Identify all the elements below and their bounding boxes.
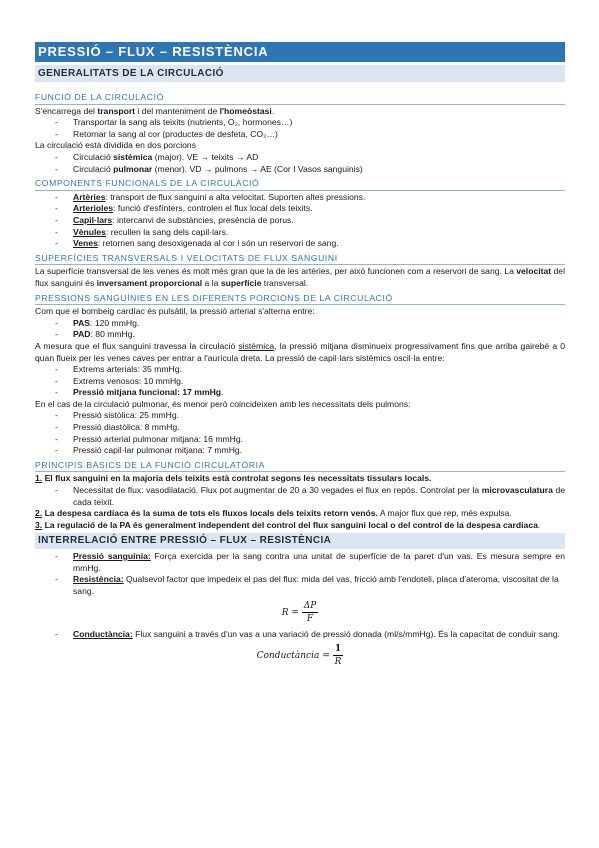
- list-item: - Venes: retornen sang desoxigenada al cor i són un reservori de sang.: [35, 238, 565, 250]
- subheading-components: COMPONENTS FUNCIONALS DE LA CIRCULACIÓ: [35, 178, 565, 191]
- list-components: [35, 192, 565, 250]
- list-interrelacio: [35, 551, 565, 597]
- list-capillars: [35, 364, 565, 399]
- principle-2: 2. La despesa cardíaca és la suma de tots els fluxos locals dels teixits retorn venós. A major flux que rep, més expulsa.: [35, 508, 512, 519]
- list-item: - Arterioles: funció d'esfínters, controlen el flux local dels teixits.: [35, 203, 565, 215]
- formula-conductancia: Conductància = $\frac{1}{R}$: [256, 644, 342, 668]
- list-item: - Extrems arterials: 35 mmHg.: [35, 364, 565, 376]
- list-item: - Retornar la sang al cor (productes de desfeta, CO₂…): [35, 129, 565, 141]
- list-pulmonar: [35, 410, 565, 456]
- list-item: - Transportar la sang als teixits (nutrients, O₂, hormones…): [35, 117, 565, 129]
- paragraph-superficies: La superfície transversal de les venes és molt més gran que la de les artèries, per això funcionen com a reservori de sang. La velocitat del flux sanguini és inversament proporcional a la superfície transversal.: [35, 266, 565, 288]
- list-item-resistencia: - Resistència: Qualsevol factor que impedeix el pas del flux: mida del vas, fricció amb l'endoteli, placa d'ateroma, viscositat de la sang.: [35, 574, 565, 597]
- list-item: - PAD: 80 mmHg.: [35, 329, 565, 341]
- list-item: - Circulació sistèmica (major). VE → teixits → AD: [35, 152, 565, 164]
- list-item-pressio: - Pressió sanguínia: Força exercida per la sang contra una unitat de superfície de la paret d'un vas. Es mesura sempre en mmHg.: [35, 551, 565, 574]
- list-funcio: [35, 117, 565, 140]
- list-conductancia: [35, 629, 565, 641]
- formula-resistencia: R = $\frac{\Delta P}{F}$: [281, 601, 317, 625]
- paragraph-porcions: La circulació està dividida en dos porcions: [35, 140, 196, 151]
- principle-1: 1. El flux sanguini en la majoria dels teixits està controlat segons les necessitats tissulars locals.: [35, 473, 432, 484]
- document-title: PRESSIÓ – FLUX – RESISTÈNCIA: [35, 42, 565, 62]
- list-porcions: [35, 152, 565, 175]
- principle-3: 3. La regulació de la PA és generalment independent del control del flux sanguini local o del control de la despesa cardíaca.: [35, 519, 541, 530]
- paragraph-pressions-intro: Com que el bombeig cardíac és pulsàtil, la pressió arterial s'alterna entre:: [35, 306, 315, 317]
- paragraph-pressions-pulmonar: En el cas de la circulació pulmonar, és menor però coincideixen amb les necessitats dels pulmons:: [35, 398, 411, 409]
- list-item: - Artèries: transport de flux sanguini a alta velocitat. Suporten altes pressions.: [35, 192, 565, 204]
- list-item: - Extrems venosos: 10 mmHg.: [35, 376, 565, 388]
- list-item-conductancia: - Conductància: Flux sanguini a través d'un vas a una variació de pressió donada (ml/s/mmHg). És la capacitat de conduir sang.: [35, 629, 565, 641]
- list-item: - Pressió diastòlica: 8 mmHg.: [35, 422, 565, 434]
- section-heading-generalitats: GENERALITATS DE LA CIRCULACIÓ: [35, 65, 565, 83]
- list-principle-1: [35, 485, 565, 508]
- list-item: - Pressió capil·lar pulmonar mitjana: 7 mmHg.: [35, 445, 565, 457]
- subheading-superficies: SUPERFÍCIES TRANSVERSALS I VELOCITATS DE FLUX SANGUINI: [35, 253, 565, 266]
- list-item: - Necessitat de flux: vasodilatació. Flux pot augmentar de 20 a 30 vegades el flux en repòs. Controlat per la microvasculatura de cada teixit.: [35, 485, 565, 508]
- paragraph-funcio: S'encarrega del transport i del manteniment de l'homeòstasi.: [35, 105, 275, 116]
- subheading-funcio: FUNCIÓ DE LA CIRCULACIÓ: [35, 92, 565, 105]
- list-item: - Pressió mitjana funcional: 17 mmHg.: [35, 387, 565, 399]
- list-item: - Circulació pulmonar (menor). VD → pulmons → AE (Cor I Vasos sanguinis): [35, 164, 565, 176]
- list-item: - PAS: 120 mmHg.: [35, 318, 565, 330]
- list-item: - Capil·lars: intercanvi de substàncies, presència de porus.: [35, 215, 565, 227]
- subheading-principis: PRINCIPIS BÀSICS DE LA FUNCIÓ CIRCULATÒRIA: [35, 460, 565, 473]
- list-item: - Vènules: recullen la sang dels capil·lars.: [35, 227, 565, 239]
- subheading-pressions: PRESSIONS SANGUÍNIES EN LES DIFERENTS PORCIONS DE LA CIRCULACIÓ: [35, 293, 565, 306]
- list-item: - Pressió arterial pulmonar mitjana: 16 mmHg.: [35, 434, 565, 446]
- list-pas-pad: [35, 318, 565, 341]
- document-page: [35, 42, 565, 671]
- section-heading-interrelacio: INTERRELACIÓ ENTRE PRESSIÓ – FLUX – RESISTÈNCIA: [35, 533, 565, 549]
- list-item: - Pressió sistòlica: 25 mmHg.: [35, 410, 565, 422]
- paragraph-pressions-sistemica: A mesura que el flux sanguini travessa la circulació sistèmica, la pressió mitjana disminueix progressivament fins que arriba gairebé a 0 quan flueix per les venes caves per entrar a l'aurícula dreta. La pressió de capil·lars sistèmics oscil·la entre:: [35, 340, 566, 363]
